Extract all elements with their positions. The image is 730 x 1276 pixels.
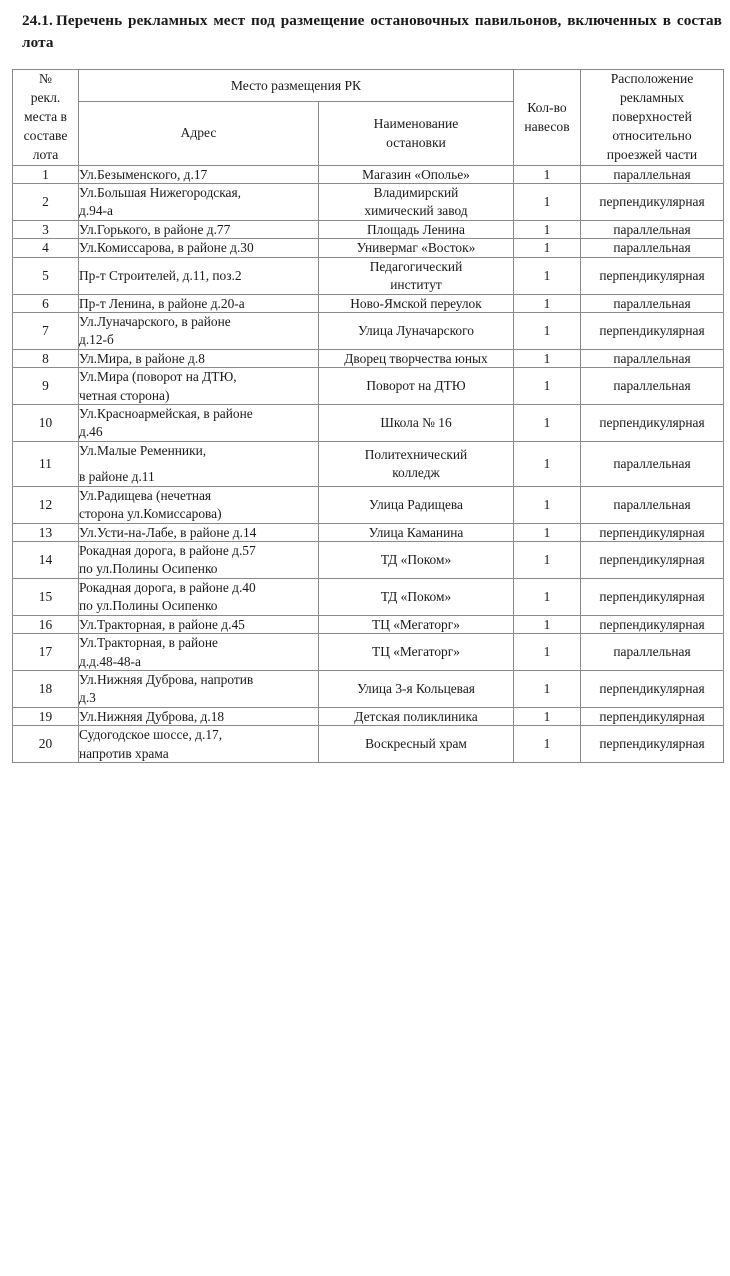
cell-canopy-quantity: 1 xyxy=(514,707,581,725)
page-title xyxy=(0,0,730,53)
cell-address xyxy=(79,726,319,763)
cell-stop-name xyxy=(319,312,514,349)
cell-address xyxy=(79,239,319,257)
cell-canopy-quantity: 1 xyxy=(514,312,581,349)
cell-address xyxy=(79,523,319,541)
header-num-line-1: № xyxy=(39,71,52,87)
cell-stop-name xyxy=(319,634,514,671)
cell-stop-name xyxy=(319,615,514,633)
address-line-2: в районе д.11 xyxy=(79,469,155,485)
header-cell-orientation xyxy=(581,70,724,165)
cell-address xyxy=(79,670,319,707)
header-qty-line-1: Кол-во xyxy=(527,99,567,115)
cell-stop-name xyxy=(319,441,514,486)
cell-orientation: перпендикулярная xyxy=(581,405,724,442)
cell-place-number: 3 xyxy=(13,220,79,238)
advertising-places-table xyxy=(12,69,724,763)
cell-orientation: параллельная xyxy=(581,368,724,405)
address-line-1: Ул.Большая Нижегородская, xyxy=(79,184,241,200)
cell-address xyxy=(79,349,319,367)
cell-stop-name xyxy=(319,670,514,707)
cell-address xyxy=(79,634,319,671)
stop-line-1: Педагогический xyxy=(369,258,463,274)
cell-stop-name xyxy=(319,239,514,257)
cell-place-number: 15 xyxy=(13,578,79,615)
address-line-2: д.12-б xyxy=(79,332,114,348)
address-line-2: по ул.Полины Осипенко xyxy=(79,598,218,614)
cell-canopy-quantity: 1 xyxy=(514,541,581,578)
table-row xyxy=(13,441,724,486)
cell-orientation: перпендикулярная xyxy=(581,257,724,294)
table-row xyxy=(13,165,724,183)
cell-orientation: параллельная xyxy=(581,239,724,257)
cell-orientation: перпендикулярная xyxy=(581,541,724,578)
table-row xyxy=(13,486,724,523)
stop-line-1: Воскресный храм xyxy=(365,736,467,752)
cell-place-number: 6 xyxy=(13,294,79,312)
address-line-2: напротив храма xyxy=(79,745,169,761)
stop-line-1: Школа № 16 xyxy=(380,415,452,431)
cell-canopy-quantity: 1 xyxy=(514,726,581,763)
address-line-1: Ул.Нижняя Дуброва, напротив xyxy=(79,671,254,687)
cell-canopy-quantity: 1 xyxy=(514,220,581,238)
cell-address xyxy=(79,707,319,725)
cell-canopy-quantity: 1 xyxy=(514,486,581,523)
stop-line-1: Улица 3-я Кольцевая xyxy=(357,681,475,697)
stop-line-1: ТЦ «Мегаторг» xyxy=(372,616,460,632)
cell-stop-name xyxy=(319,257,514,294)
cell-address xyxy=(79,615,319,633)
table-row xyxy=(13,183,724,220)
cell-place-number: 12 xyxy=(13,486,79,523)
table-row xyxy=(13,634,724,671)
cell-address xyxy=(79,294,319,312)
header-orient-line-4: относительно xyxy=(612,128,692,144)
header-orient-line-5: проезжей части xyxy=(606,147,698,163)
address-line-1: Пр-т Строителей, д.11, поз.2 xyxy=(79,267,242,283)
cell-address xyxy=(79,486,319,523)
cell-stop-name xyxy=(319,523,514,541)
cell-address xyxy=(79,441,319,486)
header-stop-line-2: остановки xyxy=(386,134,446,150)
cell-orientation: параллельная xyxy=(581,441,724,486)
heading-number: 24.1. xyxy=(22,12,53,29)
cell-stop-name xyxy=(319,707,514,725)
cell-canopy-quantity: 1 xyxy=(514,183,581,220)
cell-address xyxy=(79,578,319,615)
stop-line-1: Владимирский xyxy=(373,184,459,200)
address-line-1: Ул.Тракторная, в районе xyxy=(79,635,218,651)
cell-place-number: 8 xyxy=(13,349,79,367)
cell-place-number: 5 xyxy=(13,257,79,294)
address-line-2: по ул.Полины Осипенко xyxy=(79,561,218,577)
cell-place-number: 9 xyxy=(13,368,79,405)
cell-stop-name xyxy=(319,183,514,220)
address-line-1: Судогодское шоссе, д.17, xyxy=(79,727,223,743)
cell-canopy-quantity: 1 xyxy=(514,294,581,312)
header-cell-stop-name xyxy=(319,101,514,165)
table-row xyxy=(13,726,724,763)
table-row xyxy=(13,239,724,257)
stop-line-2: колледж xyxy=(392,465,440,481)
cell-stop-name xyxy=(319,726,514,763)
stop-line-1: ТЦ «Мегаторг» xyxy=(372,644,460,660)
header-orient-line-2: рекламных xyxy=(619,90,685,106)
cell-address xyxy=(79,220,319,238)
cell-address xyxy=(79,165,319,183)
cell-place-number: 4 xyxy=(13,239,79,257)
cell-address xyxy=(79,312,319,349)
table-row xyxy=(13,615,724,633)
stop-line-1: Улица Радищева xyxy=(369,496,463,512)
cell-address xyxy=(79,541,319,578)
cell-address xyxy=(79,257,319,294)
cell-place-number: 13 xyxy=(13,523,79,541)
cell-orientation: перпендикулярная xyxy=(581,312,724,349)
cell-canopy-quantity: 1 xyxy=(514,615,581,633)
table-row xyxy=(13,220,724,238)
cell-place-number: 20 xyxy=(13,726,79,763)
address-line-2: д.46 xyxy=(79,424,103,440)
stop-line-2: институт xyxy=(390,277,442,293)
table-row xyxy=(13,523,724,541)
cell-canopy-quantity: 1 xyxy=(514,368,581,405)
cell-orientation: параллельная xyxy=(581,486,724,523)
table-row xyxy=(13,405,724,442)
address-line-1: Ул.Усти-на-Лабе, в районе д.14 xyxy=(79,524,257,540)
cell-orientation: перпендикулярная xyxy=(581,523,724,541)
address-line-1: Ул.Красноармейская, в районе xyxy=(79,406,253,422)
cell-place-number: 18 xyxy=(13,670,79,707)
cell-stop-name xyxy=(319,486,514,523)
stop-line-1: Улица Луначарского xyxy=(358,323,474,339)
address-line-1: Ул.Горького, в районе д.77 xyxy=(79,221,231,237)
address-line-1: Рокадная дорога, в районе д.40 xyxy=(79,579,256,595)
cell-canopy-quantity: 1 xyxy=(514,441,581,486)
cell-place-number: 16 xyxy=(13,615,79,633)
stop-line-1: Поворот на ДТЮ xyxy=(366,378,466,394)
cell-place-number: 14 xyxy=(13,541,79,578)
cell-orientation: параллельная xyxy=(581,634,724,671)
header-cell-place-group: Место размещения РК xyxy=(79,70,514,102)
table-row xyxy=(13,578,724,615)
cell-stop-name xyxy=(319,165,514,183)
header-stop-line-1: Наименование xyxy=(373,115,459,131)
cell-canopy-quantity: 1 xyxy=(514,257,581,294)
cell-place-number: 10 xyxy=(13,405,79,442)
cell-canopy-quantity: 1 xyxy=(514,523,581,541)
header-cell-address: Адрес xyxy=(79,101,319,165)
table-row xyxy=(13,349,724,367)
header-cell-quantity xyxy=(514,70,581,165)
stop-line-1: Улица Каманина xyxy=(368,524,464,540)
cell-canopy-quantity: 1 xyxy=(514,349,581,367)
cell-orientation: параллельная xyxy=(581,165,724,183)
table-row xyxy=(13,368,724,405)
address-line-1: Пр-т Ленина, в районе д.20-а xyxy=(79,295,245,311)
cell-canopy-quantity: 1 xyxy=(514,670,581,707)
cell-canopy-quantity: 1 xyxy=(514,165,581,183)
table-row xyxy=(13,312,724,349)
cell-place-number: 17 xyxy=(13,634,79,671)
cell-address xyxy=(79,405,319,442)
table-row xyxy=(13,670,724,707)
cell-orientation: параллельная xyxy=(581,349,724,367)
header-num-line-5: лота xyxy=(32,147,59,163)
heading-text: Перечень рекламных мест под размещение остановочных павильонов, включенных в состав лота xyxy=(22,12,722,51)
cell-place-number: 2 xyxy=(13,183,79,220)
cell-canopy-quantity: 1 xyxy=(514,239,581,257)
address-line-2: д.94-а xyxy=(79,203,113,219)
cell-stop-name xyxy=(319,578,514,615)
cell-orientation: перпендикулярная xyxy=(581,726,724,763)
address-line-2: сторона ул.Комиссарова) xyxy=(79,506,222,522)
header-orient-line-3: поверхностей xyxy=(612,109,692,125)
address-line-2: четная сторона) xyxy=(79,387,170,403)
cell-place-number: 19 xyxy=(13,707,79,725)
cell-orientation: перпендикулярная xyxy=(581,615,724,633)
cell-place-number: 11 xyxy=(13,441,79,486)
cell-stop-name xyxy=(319,349,514,367)
stop-line-1: Ново-Ямской переулок xyxy=(350,295,482,311)
cell-stop-name xyxy=(319,541,514,578)
address-line-1: Ул.Тракторная, в районе д.45 xyxy=(79,616,245,632)
address-line-1: Ул.Радищева (нечетная xyxy=(79,487,212,503)
address-line-1: Ул.Луначарского, в районе xyxy=(79,313,231,329)
header-num-line-4: составе xyxy=(23,128,68,144)
cell-address xyxy=(79,368,319,405)
stop-line-2: химический завод xyxy=(364,203,468,219)
header-qty-line-2: навесов xyxy=(524,118,570,134)
address-line-1: Ул.Мира, в районе д.8 xyxy=(79,350,205,366)
address-line-1: Рокадная дорога, в районе д.57 xyxy=(79,542,256,558)
header-num-line-2: рекл. xyxy=(30,90,61,106)
stop-line-1: Детская поликлиника xyxy=(354,708,478,724)
stop-line-1: Политехнический xyxy=(364,446,468,462)
cell-orientation: перпендикулярная xyxy=(581,578,724,615)
cell-orientation: перпендикулярная xyxy=(581,670,724,707)
address-line-1: Ул.Комиссарова, в районе д.30 xyxy=(79,240,254,256)
cell-orientation: перпендикулярная xyxy=(581,183,724,220)
table-header xyxy=(13,70,724,165)
cell-place-number: 7 xyxy=(13,312,79,349)
stop-line-1: Универмаг «Восток» xyxy=(356,240,476,256)
cell-stop-name xyxy=(319,368,514,405)
cell-stop-name xyxy=(319,220,514,238)
header-orient-line-1: Расположение xyxy=(610,71,694,87)
address-line-1: Ул.Малые Ременники, xyxy=(79,442,207,458)
address-line-2: д.3 xyxy=(79,690,96,706)
table-container xyxy=(0,53,730,763)
cell-canopy-quantity: 1 xyxy=(514,634,581,671)
cell-address xyxy=(79,183,319,220)
table-row xyxy=(13,707,724,725)
cell-orientation: перпендикулярная xyxy=(581,707,724,725)
address-line-1: Ул.Безыменского, д.17 xyxy=(79,166,208,182)
stop-line-1: Магазин «Ополье» xyxy=(362,166,470,182)
table-row xyxy=(13,294,724,312)
stop-line-1: Площадь Ленина xyxy=(367,221,465,237)
address-line-1: Ул.Мира (поворот на ДТЮ, xyxy=(79,369,237,385)
address-line-1: Ул.Нижняя Дуброва, д.18 xyxy=(79,708,225,724)
cell-stop-name xyxy=(319,294,514,312)
cell-orientation: параллельная xyxy=(581,220,724,238)
cell-canopy-quantity: 1 xyxy=(514,405,581,442)
header-num-line-3: места в xyxy=(24,109,67,125)
header-cell-number xyxy=(13,70,79,165)
stop-line-1: ТД «Поком» xyxy=(380,589,452,605)
address-line-2: д.д.48-48-а xyxy=(79,653,141,669)
table-row xyxy=(13,541,724,578)
header-row-top xyxy=(13,70,724,102)
table-row xyxy=(13,257,724,294)
cell-canopy-quantity: 1 xyxy=(514,578,581,615)
stop-line-1: Дворец творчества юных xyxy=(344,350,488,366)
table-body xyxy=(13,165,724,763)
cell-orientation: параллельная xyxy=(581,294,724,312)
cell-stop-name xyxy=(319,405,514,442)
cell-place-number: 1 xyxy=(13,165,79,183)
stop-line-1: ТД «Поком» xyxy=(380,552,452,568)
